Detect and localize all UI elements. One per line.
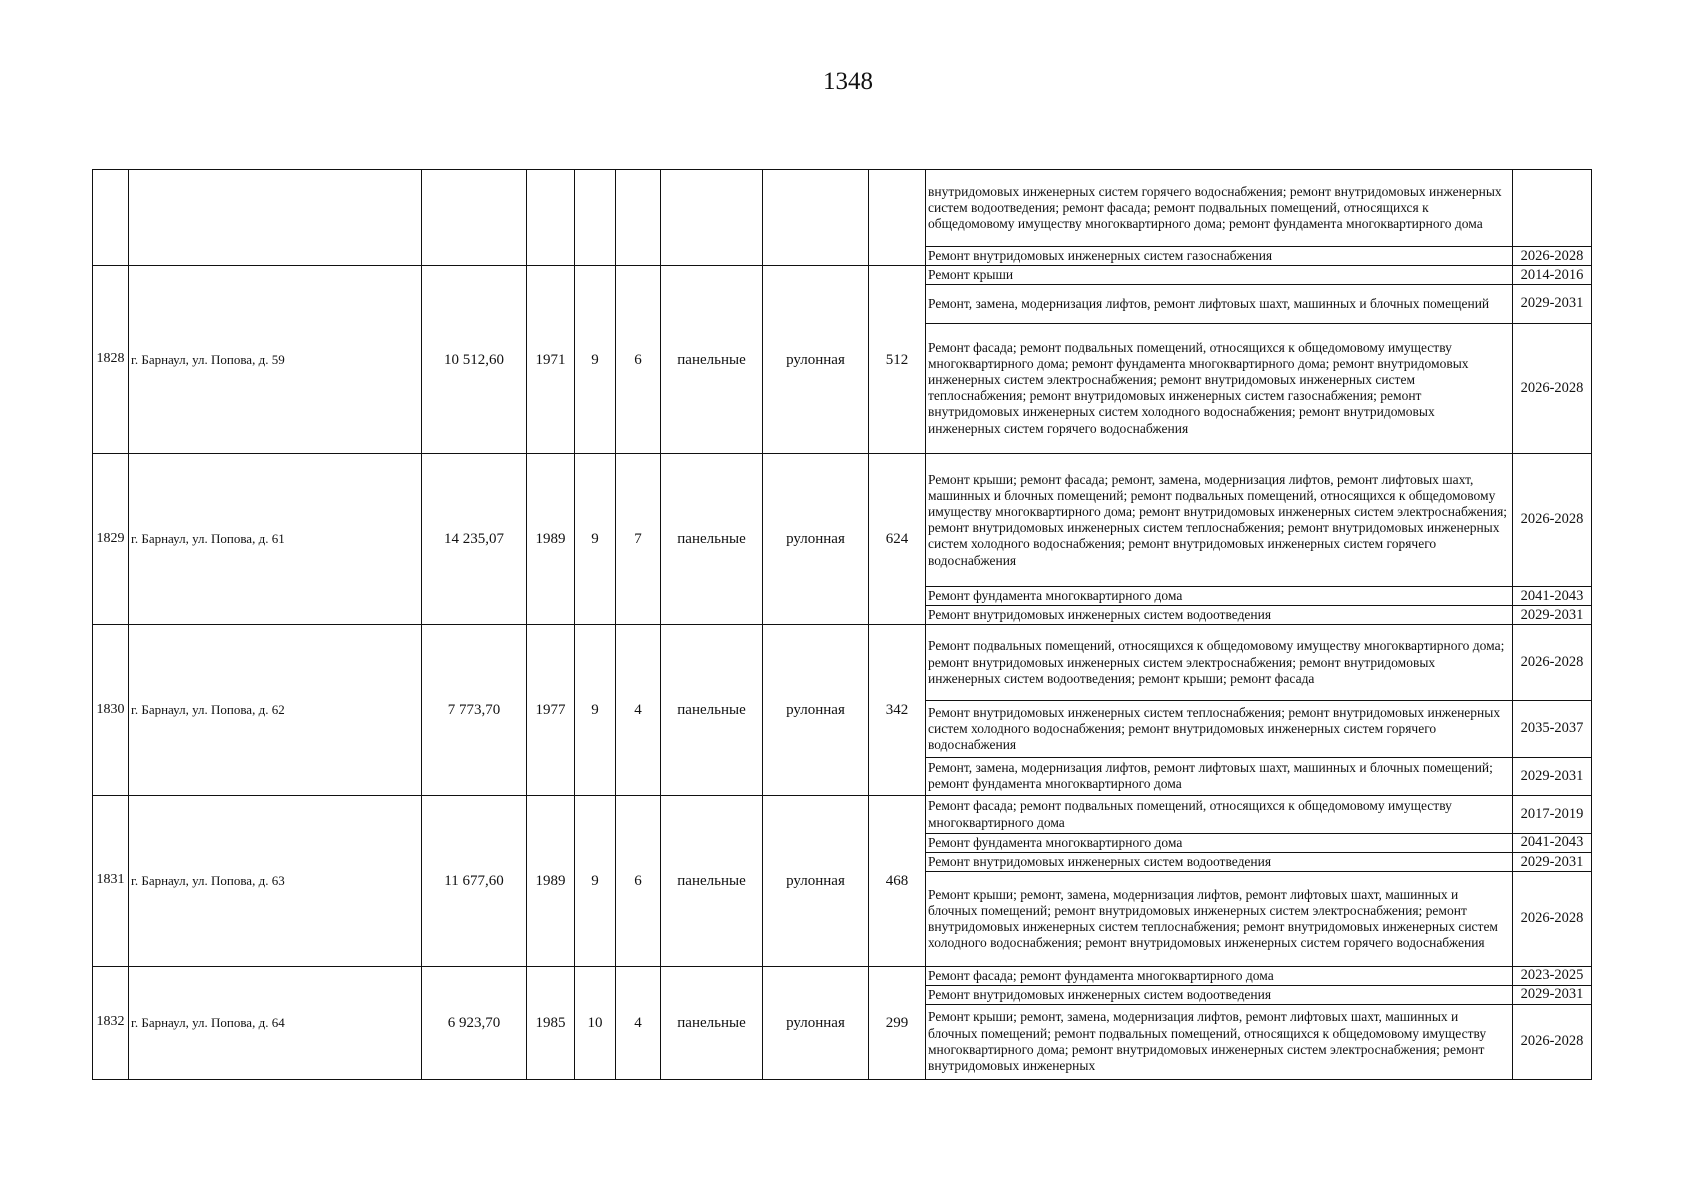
building-number: 1829 <box>93 453 129 625</box>
work-description: Ремонт фасада; ремонт подвальных помещений, относящихся к общедомовому имуществу многоквартирного дома <box>926 796 1513 834</box>
work-period: 2014-2016 <box>1513 266 1592 285</box>
roof-type: рулонная <box>763 796 869 967</box>
wall-material: панельные <box>661 625 763 796</box>
residents-count: 512 <box>869 266 926 454</box>
building-area: 7 773,70 <box>422 625 527 796</box>
work-description: Ремонт фундамента многоквартирного дома <box>926 834 1513 853</box>
work-period: 2026-2028 <box>1513 1004 1592 1079</box>
building-address: г. Барнаул, ул. Попова, д. 64 <box>129 966 422 1079</box>
building-floors: 10 <box>575 966 616 1079</box>
capital-repair-table <box>92 169 1592 1080</box>
wall-material: панельные <box>661 266 763 454</box>
building-address: г. Барнаул, ул. Попова, д. 63 <box>129 796 422 967</box>
building-year: 1971 <box>527 266 575 454</box>
work-description: Ремонт фасада; ремонт подвальных помещений, относящихся к общедомовому имуществу многоквартирного дома; ремонт фундамента многоквартирного дома; ремонт внутридомовых инженерных систем электроснабжения; ремонт внутридомовых инженерных систем теплоснабжения; ремонт внутридомовых инженерных систем газоснабжения; ремонт внутридомовых инженерных систем холодного водоснабжения; ремонт внутридомовых инженерных систем горячего водоснабжения <box>926 323 1513 453</box>
work-period: 2029-2031 <box>1513 285 1592 323</box>
residents-count: 342 <box>869 625 926 796</box>
work-description: Ремонт подвальных помещений, относящихся к общедомовому имуществу многоквартирного дома; ремонт внутридомовых инженерных систем электроснабжения; ремонт внутридомовых инженерных систем водоотведения; ремонт крыши; ремонт фасада <box>926 625 1513 700</box>
work-period: 2023-2025 <box>1513 966 1592 985</box>
building-address: г. Барнаул, ул. Попова, д. 62 <box>129 625 422 796</box>
residents-count: 624 <box>869 453 926 625</box>
work-description: Ремонт, замена, модернизация лифтов, ремонт лифтовых шахт, машинных и блочных помещений <box>926 285 1513 323</box>
work-period: 2029-2031 <box>1513 757 1592 795</box>
work-period: 2041-2043 <box>1513 834 1592 853</box>
building-number: 1828 <box>93 266 129 454</box>
work-period: 2029-2031 <box>1513 985 1592 1004</box>
work-period: 2026-2028 <box>1513 247 1592 266</box>
building-entrances: 4 <box>616 625 661 796</box>
residents-count: 299 <box>869 966 926 1079</box>
building-area: 6 923,70 <box>422 966 527 1079</box>
work-period: 2029-2031 <box>1513 606 1592 625</box>
work-description: внутридомовых инженерных систем горячего водоснабжения; ремонт внутридомовых инженерных систем водоотведения; ремонт фасада; ремонт подвальных помещений, относящихся к общедомовому имуществу многоквартирного дома; ремонт фундамента многоквартирного дома <box>926 170 1513 247</box>
building-floors: 9 <box>575 625 616 796</box>
building-floors: 9 <box>575 796 616 967</box>
work-description: Ремонт внутридомовых инженерных систем водоотведения <box>926 606 1513 625</box>
building-year: 1989 <box>527 453 575 625</box>
work-description: Ремонт внутридомовых инженерных систем теплоснабжения; ремонт внутридомовых инженерных систем холодного водоснабжения; ремонт внутридомовых инженерных систем горячего водоснабжения <box>926 700 1513 757</box>
building-number: 1830 <box>93 625 129 796</box>
building-year: 1989 <box>527 796 575 967</box>
page-number: 1348 <box>823 68 873 95</box>
work-period: 2035-2037 <box>1513 700 1592 757</box>
work-period <box>1513 170 1592 247</box>
building-floors: 9 <box>575 266 616 454</box>
building-address: г. Барнаул, ул. Попова, д. 61 <box>129 453 422 625</box>
building-floors: 9 <box>575 453 616 625</box>
work-period: 2026-2028 <box>1513 625 1592 700</box>
work-period: 2026-2028 <box>1513 453 1592 586</box>
building-entrances: 6 <box>616 796 661 967</box>
building-entrances: 7 <box>616 453 661 625</box>
work-description: Ремонт фасада; ремонт фундамента многоквартирного дома <box>926 966 1513 985</box>
wall-material: панельные <box>661 453 763 625</box>
residents-count: 468 <box>869 796 926 967</box>
table-row <box>93 625 1592 700</box>
building-year: 1977 <box>527 625 575 796</box>
work-description: Ремонт фундамента многоквартирного дома <box>926 587 1513 606</box>
work-description: Ремонт, замена, модернизация лифтов, ремонт лифтовых шахт, машинных и блочных помещений; ремонт фундамента многоквартирного дома <box>926 757 1513 795</box>
table-row <box>93 170 1592 247</box>
wall-material: панельные <box>661 966 763 1079</box>
building-number: 1831 <box>93 796 129 967</box>
work-period: 2029-2031 <box>1513 853 1592 872</box>
table-row <box>93 453 1592 586</box>
work-period: 2026-2028 <box>1513 872 1592 966</box>
work-description: Ремонт внутридомовых инженерных систем водоотведения <box>926 853 1513 872</box>
building-year: 1985 <box>527 966 575 1079</box>
work-description: Ремонт крыши; ремонт, замена, модернизация лифтов, ремонт лифтовых шахт, машинных и блочных помещений; ремонт внутридомовых инженерных систем электроснабжения; ремонт внутридомовых инженерных систем теплоснабжения; ремонт внутридомовых инженерных систем холодного водоснабжения; ремонт внутридомовых инженерных систем горячего водоснабжения <box>926 872 1513 966</box>
work-description: Ремонт внутридомовых инженерных систем водоотведения <box>926 985 1513 1004</box>
roof-type: рулонная <box>763 966 869 1079</box>
building-area: 10 512,60 <box>422 266 527 454</box>
work-description: Ремонт крыши; ремонт фасада; ремонт, замена, модернизация лифтов, ремонт лифтовых шахт, машинных и блочных помещений; ремонт подвальных помещений, относящихся к общедомовому имуществу многоквартирного дома; ремонт внутридомовых инженерных систем электроснабжения; ремонт внутридомовых инженерных систем теплоснабжения; ремонт внутридомовых инженерных систем холодного водоснабжения; ремонт внутридомовых инженерных систем горячего водоснабжения <box>926 453 1513 586</box>
work-description: Ремонт крыши; ремонт, замена, модернизация лифтов, ремонт лифтовых шахт, машинных и блочных помещений; ремонт подвальных помещений, относящихся к общедомовому имуществу многоквартирного дома; ремонт внутридомовых инженерных систем электроснабжения; ремонт внутридомовых инженерных <box>926 1004 1513 1079</box>
work-period: 2041-2043 <box>1513 587 1592 606</box>
table-row <box>93 266 1592 285</box>
building-entrances: 4 <box>616 966 661 1079</box>
roof-type: рулонная <box>763 266 869 454</box>
table-row <box>93 796 1592 834</box>
table-row <box>93 966 1592 985</box>
building-number: 1832 <box>93 966 129 1079</box>
building-entrances: 6 <box>616 266 661 454</box>
building-area: 11 677,60 <box>422 796 527 967</box>
roof-type: рулонная <box>763 625 869 796</box>
building-area: 14 235,07 <box>422 453 527 625</box>
roof-type: рулонная <box>763 453 869 625</box>
work-period: 2026-2028 <box>1513 323 1592 453</box>
work-description: Ремонт крыши <box>926 266 1513 285</box>
wall-material: панельные <box>661 796 763 967</box>
work-period: 2017-2019 <box>1513 796 1592 834</box>
building-address: г. Барнаул, ул. Попова, д. 59 <box>129 266 422 454</box>
work-description: Ремонт внутридомовых инженерных систем газоснабжения <box>926 247 1513 266</box>
